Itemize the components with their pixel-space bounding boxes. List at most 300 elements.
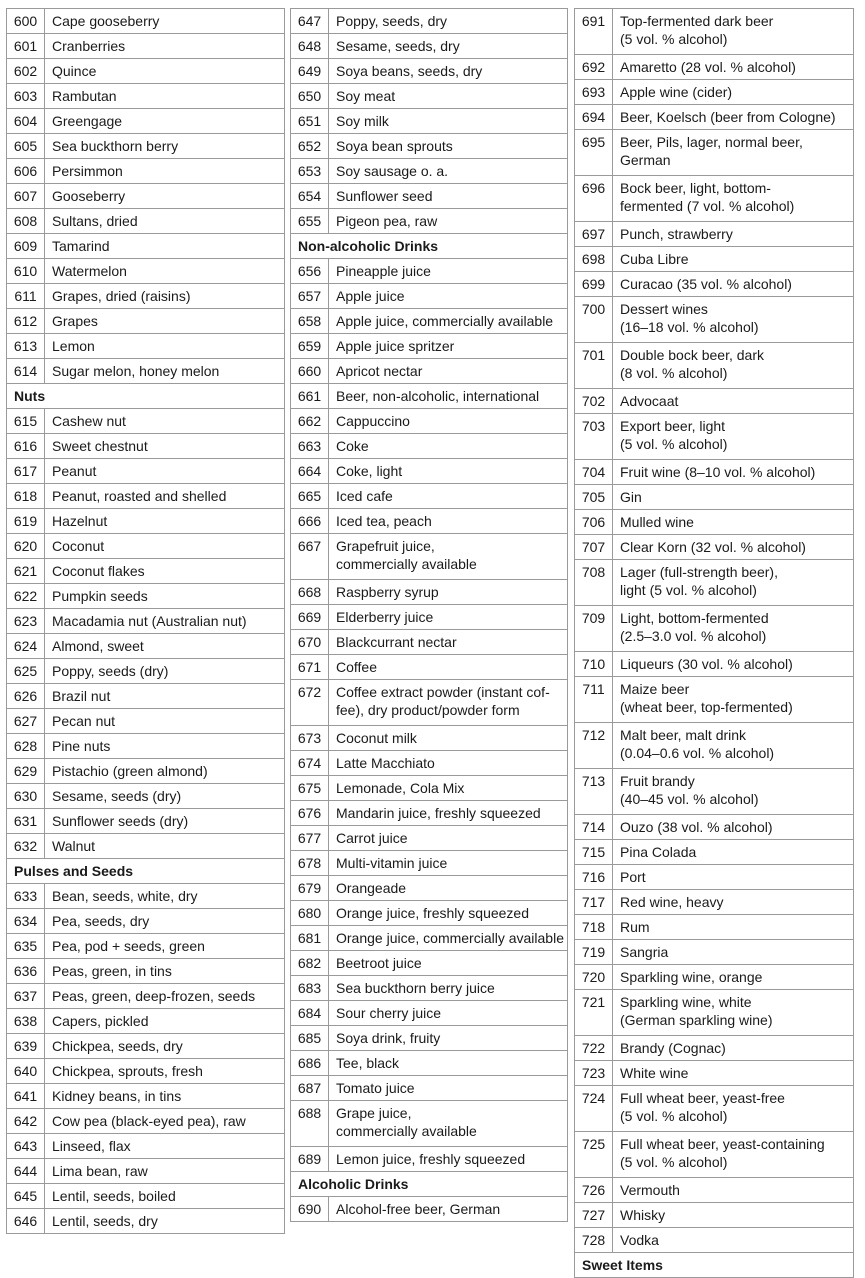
table-row [7, 159, 285, 184]
item-name: Sea buckthorn berry [45, 134, 285, 159]
item-name: White wine [613, 1061, 854, 1086]
item-name: Cranberries [45, 34, 285, 59]
section-header-row [7, 384, 285, 409]
item-name: Carrot juice [329, 826, 568, 851]
table-row [291, 605, 568, 630]
item-number: 660 [291, 359, 329, 384]
table-row [7, 1184, 285, 1209]
column-3 [574, 8, 854, 1278]
item-name: Pea, seeds, dry [45, 909, 285, 934]
item-name: Walnut [45, 834, 285, 859]
item-name: Sesame, seeds (dry) [45, 784, 285, 809]
table-row [291, 1101, 568, 1147]
table-row [7, 1109, 285, 1134]
food-table-2 [290, 8, 568, 1222]
item-name: Pigeon pea, raw [329, 209, 568, 234]
table-row [7, 334, 285, 359]
item-name: Pistachio (green almond) [45, 759, 285, 784]
item-name: Coffee [329, 655, 568, 680]
item-name: Grapefruit juice, commercially available [329, 534, 568, 580]
table-row [7, 184, 285, 209]
table-row [7, 659, 285, 684]
item-name: Blackcurrant nectar [329, 630, 568, 655]
table-row [291, 509, 568, 534]
table-row [7, 684, 285, 709]
item-name: Lima bean, raw [45, 1159, 285, 1184]
table-row [7, 884, 285, 909]
item-name: Brazil nut [45, 684, 285, 709]
section-header-row [575, 1253, 854, 1278]
item-number: 702 [575, 389, 613, 414]
item-number: 718 [575, 915, 613, 940]
section-heading: Non-alcoholic Drinks [291, 234, 568, 259]
item-name: Rum [613, 915, 854, 940]
item-name: Beetroot juice [329, 951, 568, 976]
item-name: Fruit brandy (40–45 vol. % alcohol) [613, 769, 854, 815]
item-name: Curacao (35 vol. % alcohol) [613, 272, 854, 297]
section-heading: Nuts [7, 384, 285, 409]
item-name: Lemon juice, freshly squeezed [329, 1147, 568, 1172]
table-row [7, 809, 285, 834]
item-number: 605 [7, 134, 45, 159]
table-row [291, 630, 568, 655]
item-name: Macadamia nut (Australian nut) [45, 609, 285, 634]
table-row [7, 259, 285, 284]
item-number: 600 [7, 9, 45, 34]
item-number: 659 [291, 334, 329, 359]
item-number: 637 [7, 984, 45, 1009]
item-name: Dessert wines (16–18 vol. % alcohol) [613, 297, 854, 343]
item-number: 696 [575, 176, 613, 222]
item-number: 661 [291, 384, 329, 409]
item-name: Almond, sweet [45, 634, 285, 659]
item-number: 629 [7, 759, 45, 784]
item-number: 630 [7, 784, 45, 809]
item-number: 662 [291, 409, 329, 434]
item-name: Pine nuts [45, 734, 285, 759]
table-row [575, 652, 854, 677]
item-number: 689 [291, 1147, 329, 1172]
table-row [291, 726, 568, 751]
item-name: Beer, Koelsch (beer from Cologne) [613, 105, 854, 130]
item-number: 626 [7, 684, 45, 709]
table-row [575, 510, 854, 535]
table-row [575, 1203, 854, 1228]
item-number: 668 [291, 580, 329, 605]
table-row [7, 484, 285, 509]
item-name: Cappuccino [329, 409, 568, 434]
section-heading: Sweet Items [575, 1253, 854, 1278]
item-number: 639 [7, 1034, 45, 1059]
item-number: 650 [291, 84, 329, 109]
item-number: 628 [7, 734, 45, 759]
item-name: Tamarind [45, 234, 285, 259]
item-name: Latte Macchiato [329, 751, 568, 776]
table-row [575, 1086, 854, 1132]
item-name: Vermouth [613, 1178, 854, 1203]
item-number: 699 [575, 272, 613, 297]
table-row [7, 9, 285, 34]
item-number: 669 [291, 605, 329, 630]
item-number: 611 [7, 284, 45, 309]
item-number: 674 [291, 751, 329, 776]
item-name: Coconut [45, 534, 285, 559]
item-name: Peas, green, in tins [45, 959, 285, 984]
item-number: 632 [7, 834, 45, 859]
table-row [291, 159, 568, 184]
table-row [291, 901, 568, 926]
item-name: Sour cherry juice [329, 1001, 568, 1026]
table-row [575, 130, 854, 176]
item-number: 726 [575, 1178, 613, 1203]
table-row [7, 634, 285, 659]
item-number: 670 [291, 630, 329, 655]
table-row [291, 9, 568, 34]
table-row [291, 851, 568, 876]
item-number: 727 [575, 1203, 613, 1228]
table-row [575, 1178, 854, 1203]
item-number: 627 [7, 709, 45, 734]
item-name: Tomato juice [329, 1076, 568, 1101]
item-name: Vodka [613, 1228, 854, 1253]
food-table-1 [6, 8, 285, 1234]
item-number: 694 [575, 105, 613, 130]
item-number: 710 [575, 652, 613, 677]
item-number: 612 [7, 309, 45, 334]
item-name: Lentil, seeds, boiled [45, 1184, 285, 1209]
item-number: 623 [7, 609, 45, 634]
section-header-row [291, 1172, 568, 1197]
table-row [291, 534, 568, 580]
table-row [575, 272, 854, 297]
item-number: 635 [7, 934, 45, 959]
table-row [291, 84, 568, 109]
item-name: Chickpea, seeds, dry [45, 1034, 285, 1059]
item-number: 686 [291, 1051, 329, 1076]
table-row [291, 1147, 568, 1172]
item-number: 613 [7, 334, 45, 359]
item-number: 645 [7, 1184, 45, 1209]
item-number: 709 [575, 606, 613, 652]
item-name: Sweet chestnut [45, 434, 285, 459]
item-number: 633 [7, 884, 45, 909]
column-1 [6, 8, 285, 1234]
item-number: 644 [7, 1159, 45, 1184]
table-row [7, 134, 285, 159]
item-number: 703 [575, 414, 613, 460]
table-row [291, 976, 568, 1001]
item-name: Red wine, heavy [613, 890, 854, 915]
item-number: 680 [291, 901, 329, 926]
item-name: Apple wine (cider) [613, 80, 854, 105]
item-number: 701 [575, 343, 613, 389]
item-number: 715 [575, 840, 613, 865]
food-table-3 [574, 8, 854, 1278]
table-row [291, 655, 568, 680]
table-row [7, 784, 285, 809]
item-name: Liqueurs (30 vol. % alcohol) [613, 652, 854, 677]
item-name: Tee, black [329, 1051, 568, 1076]
table-row [575, 1228, 854, 1253]
table-row [7, 434, 285, 459]
table-row [575, 9, 854, 55]
table-row [7, 309, 285, 334]
table-row [7, 584, 285, 609]
item-name: Peanut [45, 459, 285, 484]
table-row [291, 1197, 568, 1222]
item-name: Multi-vitamin juice [329, 851, 568, 876]
item-number: 657 [291, 284, 329, 309]
item-number: 651 [291, 109, 329, 134]
item-name: Lentil, seeds, dry [45, 1209, 285, 1234]
table-row [7, 984, 285, 1009]
item-number: 728 [575, 1228, 613, 1253]
item-name: Sesame, seeds, dry [329, 34, 568, 59]
item-name: Grape juice, commercially available [329, 1101, 568, 1147]
item-number: 603 [7, 84, 45, 109]
item-number: 691 [575, 9, 613, 55]
table-row [7, 1059, 285, 1084]
table-row [7, 559, 285, 584]
table-row [291, 334, 568, 359]
item-name: Rambutan [45, 84, 285, 109]
item-name: Mulled wine [613, 510, 854, 535]
item-number: 617 [7, 459, 45, 484]
item-number: 667 [291, 534, 329, 580]
item-name: Sea buckthorn berry juice [329, 976, 568, 1001]
table-row [7, 109, 285, 134]
item-number: 654 [291, 184, 329, 209]
item-number: 646 [7, 1209, 45, 1234]
item-name: Whisky [613, 1203, 854, 1228]
table-row [7, 934, 285, 959]
item-name: Chickpea, sprouts, fresh [45, 1059, 285, 1084]
table-row [291, 484, 568, 509]
table-row [575, 769, 854, 815]
item-name: Maize beer (wheat beer, top-fermented) [613, 677, 854, 723]
item-name: Sangria [613, 940, 854, 965]
table-row [7, 509, 285, 534]
item-name: Pecan nut [45, 709, 285, 734]
table-row [7, 284, 285, 309]
item-name: Iced tea, peach [329, 509, 568, 534]
item-name: Apple juice, commercially available [329, 309, 568, 334]
item-name: Soy meat [329, 84, 568, 109]
item-number: 638 [7, 1009, 45, 1034]
item-number: 634 [7, 909, 45, 934]
item-number: 649 [291, 59, 329, 84]
table-row [575, 222, 854, 247]
table-row [291, 580, 568, 605]
item-name: Advocaat [613, 389, 854, 414]
item-number: 656 [291, 259, 329, 284]
item-number: 705 [575, 485, 613, 510]
item-number: 706 [575, 510, 613, 535]
item-name: Soya bean sprouts [329, 134, 568, 159]
item-name: Peas, green, deep-frozen, seeds [45, 984, 285, 1009]
item-number: 677 [291, 826, 329, 851]
table-row [7, 34, 285, 59]
item-name: Pineapple juice [329, 259, 568, 284]
item-name: Brandy (Cognac) [613, 1036, 854, 1061]
item-number: 700 [575, 297, 613, 343]
item-name: Soy sausage o. a. [329, 159, 568, 184]
item-name: Watermelon [45, 259, 285, 284]
item-number: 671 [291, 655, 329, 680]
table-row [7, 709, 285, 734]
section-heading: Pulses and Seeds [7, 859, 285, 884]
table-row [291, 680, 568, 726]
table-row [575, 247, 854, 272]
item-name: Cuba Libre [613, 247, 854, 272]
table-row [291, 751, 568, 776]
table-row [575, 55, 854, 80]
item-name: Pumpkin seeds [45, 584, 285, 609]
item-number: 609 [7, 234, 45, 259]
item-number: 652 [291, 134, 329, 159]
item-number: 607 [7, 184, 45, 209]
item-number: 707 [575, 535, 613, 560]
table-row [291, 459, 568, 484]
table-row [575, 723, 854, 769]
item-number: 602 [7, 59, 45, 84]
table-row [291, 409, 568, 434]
table-row [291, 1026, 568, 1051]
item-number: 653 [291, 159, 329, 184]
item-name: Hazelnut [45, 509, 285, 534]
table-row [291, 801, 568, 826]
item-name: Cashew nut [45, 409, 285, 434]
item-number: 642 [7, 1109, 45, 1134]
section-header-row [291, 234, 568, 259]
table-row [7, 409, 285, 434]
item-name: Apple juice spritzer [329, 334, 568, 359]
table-row [575, 80, 854, 105]
item-name: Mandarin juice, freshly squeezed [329, 801, 568, 826]
item-number: 636 [7, 959, 45, 984]
table-row [7, 1009, 285, 1034]
item-name: Orange juice, freshly squeezed [329, 901, 568, 926]
item-number: 719 [575, 940, 613, 965]
table-row [575, 460, 854, 485]
item-name: Pina Colada [613, 840, 854, 865]
section-heading: Alcoholic Drinks [291, 1172, 568, 1197]
item-number: 682 [291, 951, 329, 976]
table-row [7, 84, 285, 109]
item-name: Grapes [45, 309, 285, 334]
item-name: Capers, pickled [45, 1009, 285, 1034]
item-name: Beer, Pils, lager, normal beer, German [613, 130, 854, 176]
table-row [291, 926, 568, 951]
item-name: Apple juice [329, 284, 568, 309]
item-number: 631 [7, 809, 45, 834]
item-number: 620 [7, 534, 45, 559]
item-number: 624 [7, 634, 45, 659]
item-name: Gin [613, 485, 854, 510]
item-name: Greengage [45, 109, 285, 134]
table-row [291, 951, 568, 976]
table-row [7, 59, 285, 84]
item-number: 698 [575, 247, 613, 272]
item-name: Clear Korn (32 vol. % alcohol) [613, 535, 854, 560]
item-number: 724 [575, 1086, 613, 1132]
item-name: Light, bottom-fermented (2.5–3.0 vol. % alcohol) [613, 606, 854, 652]
item-name: Kidney beans, in tins [45, 1084, 285, 1109]
table-row [575, 389, 854, 414]
item-name: Coke [329, 434, 568, 459]
item-number: 688 [291, 1101, 329, 1147]
item-name: Fruit wine (8–10 vol. % alcohol) [613, 460, 854, 485]
item-name: Linseed, flax [45, 1134, 285, 1159]
item-number: 643 [7, 1134, 45, 1159]
item-number: 679 [291, 876, 329, 901]
item-number: 615 [7, 409, 45, 434]
item-name: Lemonade, Cola Mix [329, 776, 568, 801]
table-row [291, 1001, 568, 1026]
table-row [575, 890, 854, 915]
table-row [291, 109, 568, 134]
table-row [575, 535, 854, 560]
item-number: 614 [7, 359, 45, 384]
table-row [7, 359, 285, 384]
item-name: Export beer, light (5 vol. % alcohol) [613, 414, 854, 460]
table-row [7, 234, 285, 259]
table-row [575, 915, 854, 940]
table-row [575, 840, 854, 865]
table-row [291, 1076, 568, 1101]
table-row [7, 959, 285, 984]
item-number: 675 [291, 776, 329, 801]
item-name: Poppy, seeds (dry) [45, 659, 285, 684]
item-name: Raspberry syrup [329, 580, 568, 605]
item-name: Top-fermented dark beer (5 vol. % alcohol) [613, 9, 854, 55]
item-name: Persimmon [45, 159, 285, 184]
item-name: Iced cafe [329, 484, 568, 509]
item-number: 672 [291, 680, 329, 726]
table-row [7, 1084, 285, 1109]
item-number: 673 [291, 726, 329, 751]
table-row [7, 534, 285, 559]
item-name: Bean, seeds, white, dry [45, 884, 285, 909]
section-header-row [7, 859, 285, 884]
item-number: 666 [291, 509, 329, 534]
item-name: Orangeade [329, 876, 568, 901]
table-row [575, 560, 854, 606]
item-name: Grapes, dried (raisins) [45, 284, 285, 309]
item-name: Elderberry juice [329, 605, 568, 630]
table-row [575, 1036, 854, 1061]
table-row [7, 609, 285, 634]
table-row [575, 105, 854, 130]
item-name: Full wheat beer, yeast-free (5 vol. % alcohol) [613, 1086, 854, 1132]
table-row [575, 677, 854, 723]
item-number: 676 [291, 801, 329, 826]
item-number: 695 [575, 130, 613, 176]
item-number: 655 [291, 209, 329, 234]
item-number: 720 [575, 965, 613, 990]
item-name: Orange juice, commercially available [329, 926, 568, 951]
item-number: 640 [7, 1059, 45, 1084]
table-row [291, 34, 568, 59]
item-name: Sugar melon, honey melon [45, 359, 285, 384]
table-row [575, 1061, 854, 1086]
item-name: Poppy, seeds, dry [329, 9, 568, 34]
item-number: 608 [7, 209, 45, 234]
item-number: 687 [291, 1076, 329, 1101]
table-row [575, 965, 854, 990]
item-number: 619 [7, 509, 45, 534]
item-number: 722 [575, 1036, 613, 1061]
